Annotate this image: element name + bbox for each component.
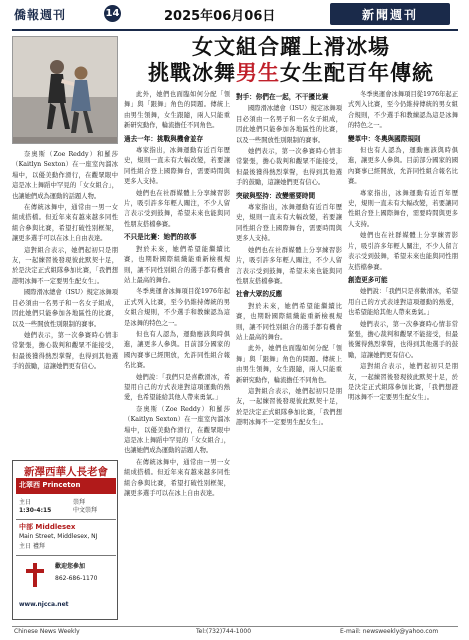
- headline-accent: 男生: [236, 61, 280, 85]
- paragraph: 此外，她們也面臨如何分配「領舞」與「跟舞」角色的問題。傳統上由男生領舞，女生跟隨，兩人只能重新研究動作，輪流擔任不同角色。: [124, 91, 230, 130]
- section-label: 新聞週刊: [330, 3, 450, 25]
- ad-service-time: 1:30-4:15: [19, 507, 52, 514]
- ad-service-label: 主日: [19, 499, 32, 506]
- paragraph: 專家指出，冰舞運動有近百年歷史，規則一直未有大幅改變，若要讓同性組合登上國際舞台，需要時間與更多人支持。: [348, 189, 458, 228]
- paragraph: 她們也在社群媒體上分享練習影片，吸引許多年輕人關注，不少人留言表示受到鼓舞，希望未來也能與同性朋友搭檔參賽。: [348, 232, 458, 271]
- paragraph: 但也有人認為，運動應該與時俱進，讓更多人參與。目前部分國家的國內賽事已經開放，允許同性組合報名比賽。: [124, 330, 230, 370]
- subheading: 對手：你們在一起，不干擾比賽: [236, 93, 329, 101]
- paragraph: 她們說：「我們只是喜歡滑冰，希望用自己的方式表達對這項運動的熱愛，也希望能給其他人帶來勇氣。」: [124, 373, 230, 402]
- footer-phone: Tel:(732)744-1000: [196, 628, 252, 635]
- ad-church-name: 北翠西 Princeton: [19, 481, 81, 489]
- paragraph: 對於未來，她們希望能繼續比賽，也期盼國際組織能重新檢視規則，讓不同性別組合的選手都有機會站上最高的舞台。: [124, 245, 230, 284]
- headline-line-2-before: 挑戰冰舞: [148, 61, 236, 85]
- paragraph: 但也有人認為，運動應該與時俱進，讓更多人參與。目前部分國家的國內賽事已經開放，允許同性組合報名比賽。: [348, 147, 458, 186]
- paragraph: 她們表示，第一次參賽時心情非常緊張，擔心裁判和觀眾不能接受，但最後獲得熱烈掌聲，也得到其他選手的鼓勵，這讓她們更有信心。: [12, 331, 118, 371]
- footer-email: E-mail: newsweekly@yahoo.com: [340, 628, 439, 635]
- church-cross-icon: [21, 561, 49, 589]
- ad-worship-label: 崇拜: [73, 499, 86, 506]
- paragraph: 這對組合表示，她們起初只是朋友，一起練習後發現彼此默契十足，於是決定正式組隊參加比賽，「我們想證明冰舞不一定要男生配女生」。: [348, 363, 458, 402]
- subheading: 社會大眾的反應: [236, 290, 283, 299]
- paragraph: 在傳統冰舞中，通常由一男一女組成搭檔。但近年來有越來越多同性組合參與比賽，希望打破性別框架，讓更多選手可以在冰上自由表達。: [12, 204, 118, 243]
- subheading: 突破與堅持：改變需要時間: [236, 191, 316, 200]
- page-header: [0, 0, 469, 28]
- ad-chinese-service: 中文崇拜: [73, 507, 98, 514]
- masthead: 僑報週刊: [14, 8, 67, 22]
- ad-location-2-address: Main Street, Middlesex, NJ: [19, 533, 98, 540]
- paragraph: 國際滑冰總會（ISU）規定冰舞項目必須由一名男子和一名女子組成，因此她們只能參加各地區性的比賽，以及一些開放性別限制的賽事。: [12, 289, 118, 328]
- paragraph: 國際滑冰總會（ISU）規定冰舞項目必須由一名男子和一名女子組成，因此她們只能參加各地區性的比賽，以及一些開放性別限制的賽事。: [236, 105, 342, 144]
- paragraph: 冬季奧運會冰舞項目從1976年起正式列入比賽，至今仍維持傳統的男女組合規則，不少選手和教練認為這是冰舞的特色之一。: [348, 91, 458, 130]
- subheading: 變革中：冬奧與國際規則: [348, 134, 421, 143]
- headline-line-2: [124, 60, 458, 86]
- paragraph: 奈奧斯（Zoe Reddy）和羅莎（Kaitlyn Sexton）在一座室內溜冰場中，以優美動作滑行，在觀眾眼中這是冰上舞蹈中罕見的「女女組合」，也讓她們成為運動的話題人物。: [124, 405, 230, 455]
- church-advertisement: [12, 460, 118, 620]
- paragraph: 她們表示，第一次參賽時心情非常緊張，擔心裁判和觀眾不能接受，但最後獲得熱烈掌聲，也得到其他選手的鼓勵，這讓她們更有信心。: [348, 320, 458, 359]
- paragraph: 她們也在社群媒體上分享練習影片，吸引許多年輕人關注，不少人留言表示受到鼓舞，希望未來也能與同性朋友搭檔參賽。: [236, 246, 342, 285]
- article-photo: [12, 36, 118, 144]
- ad-website: www.njcca.net: [19, 601, 69, 608]
- paragraph: 她們表示，第一次參賽時心情非常緊張，擔心裁判和觀眾不能接受，但最後獲得熱烈掌聲，也得到其他選手的鼓勵，這讓她們更有信心。: [236, 148, 342, 187]
- skaters-illustration: [13, 37, 118, 144]
- paragraph: 她們也在社群媒體上分享練習影片，吸引許多年輕人關注，不少人留言表示受到鼓舞，希望未來也能與同性朋友搭檔參賽。: [124, 189, 230, 228]
- headline-line-1: 女文組合躍上滑冰場: [192, 35, 390, 59]
- page-number: 14: [104, 5, 121, 22]
- paragraph: 專家指出，冰舞運動有近百年歷史，規則一直未有大幅改變，若要讓同性組合登上國際舞台，需要時間與更多人支持。: [236, 204, 342, 243]
- headline: [124, 34, 458, 86]
- article-column-1: [12, 150, 118, 456]
- paragraph: 她們說：「我們只是喜歡滑冰，希望用自己的方式表達對這項運動的熱愛，也希望能給其他人帶來勇氣。」: [348, 288, 458, 317]
- paragraph: 對於未來，她們希望能繼續比賽，也期盼國際組織能重新檢視規則，讓不同性別組合的選手都有機會站上最高的舞台。: [236, 302, 342, 341]
- ad-welcome: 歡迎您參加: [55, 563, 86, 570]
- ad-location-2-times: 主日 禮拜: [19, 543, 45, 550]
- paragraph: 在傳統冰舞中，通常由一男一女組成搭檔。但近年來有越來越多同性組合參與比賽，希望打破性別框架，讓更多選手可以在冰上自由表達。: [124, 458, 230, 498]
- paragraph: 專家指出，冰舞運動有近百年歷史，規則一直未有大幅改變，若要讓同性組合登上國際舞台，需要時間與更多人支持。: [124, 147, 230, 186]
- header-rule: [12, 29, 458, 31]
- ad-divider: [16, 555, 116, 556]
- subheading: 不只是比賽：她們的故事: [124, 233, 197, 242]
- article-column-2: [124, 90, 230, 622]
- ad-phone: 862-686-1170: [55, 575, 98, 582]
- paragraph: 這對組合表示，她們起初只是朋友，一起練習後發現彼此默契十足，於是決定正式組隊參加比賽，「我們想證明冰舞不一定要男生配女生」。: [236, 387, 342, 427]
- headline-line-2-after: 女生配百年傳統: [280, 61, 434, 85]
- footer-rule: [12, 626, 458, 627]
- paragraph: 冬季奧運會冰舞項目從1976年起正式列入比賽，至今仍維持傳統的男女組合規則，不少選手和教練認為這是冰舞的特色之一。: [124, 288, 230, 327]
- issue-date: 2025年06月06日: [164, 9, 276, 24]
- ad-divider: [16, 519, 116, 520]
- paragraph: 奈奧斯（Zoe Reddy）和羅莎（Kaitlyn Sexton）在一座室內溜冰場中，以優美動作滑行，在觀眾眼中這是冰上舞蹈中罕見的「女女組合」，也讓她們成為運動的話題人物。: [12, 151, 118, 200]
- article-column-3: [236, 90, 342, 622]
- subheading: 過去一年：挑戰與機會並存: [124, 134, 204, 143]
- ad-location-2-title: 中部 Middlesex: [19, 523, 76, 531]
- paragraph: 這對組合表示，她們起初只是朋友，一起練習後發現彼此默契十足，於是決定正式組隊參加比賽，「我們想證明冰舞不一定要男生配女生」。: [12, 246, 118, 285]
- article-column-4: [348, 90, 458, 622]
- subheading: 創造更多可能: [348, 275, 388, 284]
- paragraph: 此外，她們也面臨如何分配「領舞」與「跟舞」角色的問題。傳統上由男生領舞，女生跟隨，兩人只能重新研究動作，輪流擔任不同角色。: [236, 345, 342, 384]
- ad-title: 新澤西華人長老會: [24, 466, 108, 478]
- footer-publication: Chinese News Weekly: [14, 628, 80, 635]
